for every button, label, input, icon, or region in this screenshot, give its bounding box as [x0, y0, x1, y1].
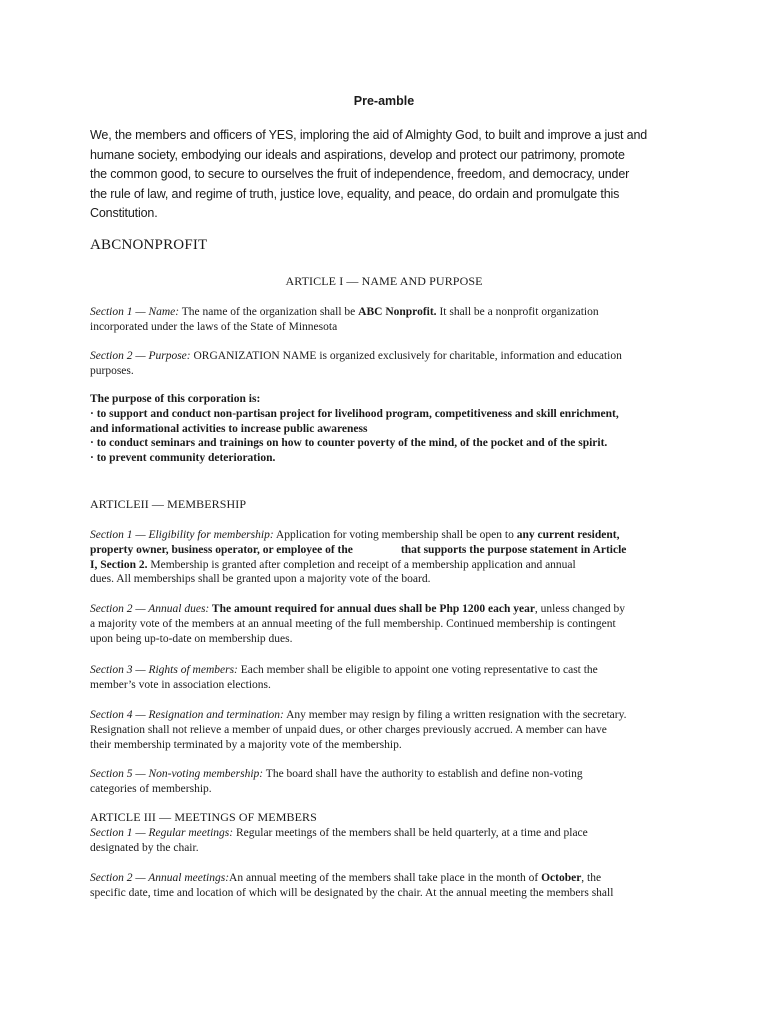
article-3-section-2 — [90, 871, 690, 901]
section-line: Section 2 — Annual dues: The amount required for annual dues shall be Php 1200 each year, unless changed by — [90, 603, 625, 615]
section-line: specific date, time and location of which will be designated by the chair. At the annual meeting the members shall — [90, 886, 614, 899]
organization-name: ABC Nonprofit. — [358, 306, 437, 318]
section-line: Section 1 — Regular meetings: Regular meetings of the members shall be held quarterly, at a time and place — [90, 827, 588, 839]
preamble-title: Pre-amble — [353, 94, 415, 108]
section-line: property owner, business operator, or employee of the that supports the purpose statement in Article — [90, 543, 627, 556]
purpose-item: · to conduct seminars and trainings on how to counter poverty of the mind, of the pocket and of the spirit. — [90, 437, 608, 450]
preamble-line: the rule of law, and regime of truth, justice love, equality, and peace, do ordain and promulgate this — [90, 186, 620, 201]
section-label: Section 1 — Name: — [90, 306, 180, 318]
section-line: a majority vote of the members at an annual meeting of the full membership. Continued membership is contingent — [90, 617, 616, 630]
preamble-line: Constitution. — [90, 206, 158, 220]
article-2-section-1 — [90, 528, 690, 587]
article-1-heading: ARTICLE I — NAME AND PURPOSE — [285, 274, 483, 288]
article-2-section-5 — [90, 767, 690, 797]
section-line: incorporated under the laws of the State of Minnesota — [90, 320, 338, 333]
section-line: I, Section 2. Membership is granted after completion and receipt of a membership application and annual — [90, 558, 576, 571]
organization-heading: ABCNONPROFIT — [90, 237, 208, 253]
preamble-line: humane society, embodying our ideals and aspirations, develop and protect our patrimony, promote — [90, 147, 625, 162]
purpose-item: · to prevent community deterioration. — [90, 452, 276, 465]
section-line: Section 5 — Non-voting membership: The board shall have the authority to establish and define non-voting — [90, 768, 583, 780]
section-line: Section 1 — Name: The name of the organization shall be ABC Nonprofit. It shall be a nonprofit organization — [90, 306, 599, 318]
section-label: Section 1 — Regular meetings: — [90, 827, 234, 839]
section-line: Section 2 — Purpose: ORGANIZATION NAME is organized exclusively for charitable, information and education — [90, 350, 622, 362]
section-line: Section 3 — Rights of members: Each member shall be eligible to appoint one voting representative to cast the — [90, 664, 598, 676]
section-label: Section 3 — Rights of members: — [90, 664, 238, 676]
section-line: designated by the chair. — [90, 841, 199, 854]
section-line: dues. All memberships shall be granted upon a majority vote of the board. — [90, 573, 431, 586]
section-line: Resignation shall not relieve a member of unpaid dues, or other charges previously accrued. A member can have — [90, 723, 607, 736]
section-label: Section 5 — Non-voting membership: — [90, 768, 264, 780]
purpose-list — [90, 392, 690, 466]
article-2-heading: ARTICLEII — MEMBERSHIP — [90, 497, 247, 511]
section-line: upon being up-to-date on membership dues. — [90, 632, 293, 645]
article-3-section-1 — [90, 826, 690, 856]
section-line: member’s vote in association elections. — [90, 678, 271, 691]
article-2-section-3 — [90, 663, 690, 693]
purpose-item: · to support and conduct non-partisan project for livelihood program, competitiveness and skill enrichment, — [90, 407, 619, 420]
preamble-line: the common good, to secure to ourselves the fruit of independence, freedom, and democracy, under — [90, 167, 630, 181]
section-line: purposes. — [90, 364, 134, 377]
section-line: Section 2 — Annual meetings:An annual meeting of the members shall take place in the month of October, the — [90, 872, 602, 884]
article-1-section-1 — [90, 305, 690, 335]
article-2-section-2 — [90, 602, 690, 646]
section-line: Section 4 — Resignation and termination: Any member may resign by filing a written resignation with the secretary. — [90, 709, 627, 721]
section-label: Section 2 — Annual dues: — [90, 603, 210, 615]
section-label: Section 1 — Eligibility for membership: — [90, 529, 274, 541]
preamble-line: We, the members and officers of YES, imploring the aid of Almighty God, to built and improve a just and — [90, 128, 648, 142]
purpose-item: and informational activities to increase public awareness — [90, 422, 368, 435]
article-3-heading: ARTICLE III — MEETINGS OF MEMBERS — [90, 810, 317, 824]
section-label: Section 2 — Annual meetings: — [90, 872, 230, 884]
preamble-body — [90, 126, 690, 224]
purpose-lead: The purpose of this corporation is: — [90, 393, 261, 405]
section-label: Section 4 — Resignation and termination: — [90, 709, 284, 721]
section-line: categories of membership. — [90, 782, 212, 795]
article-1-section-2 — [90, 349, 690, 379]
section-line: their membership terminated by a majority vote of the membership. — [90, 738, 402, 751]
section-line: Section 1 — Eligibility for membership: Application for voting membership shall be open to any current resident, — [90, 529, 620, 541]
article-2-section-4 — [90, 708, 690, 752]
section-label: Section 2 — Purpose: — [90, 350, 191, 362]
